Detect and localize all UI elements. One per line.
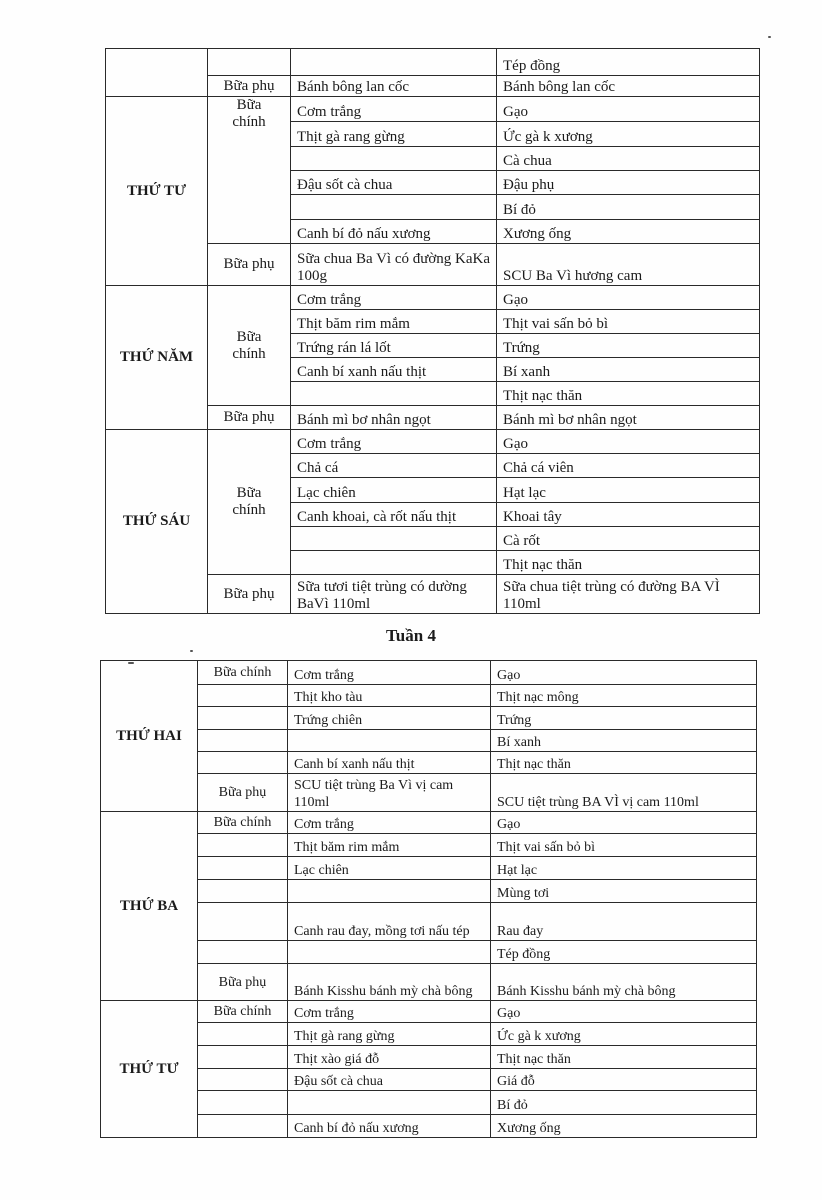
- ingredient-cell: Bí xanh: [497, 358, 760, 382]
- meal-cell: Bữa chính: [198, 1001, 288, 1023]
- table-row: [106, 49, 760, 76]
- dish-cell: SCU tiệt trùng Ba Vì vị cam 110ml: [288, 774, 491, 812]
- meal-cell: [198, 1023, 288, 1046]
- dish-cell: Thịt băm rim mắm: [291, 310, 497, 334]
- dish-cell: [288, 941, 491, 964]
- meal-cell: Bữa chính: [198, 661, 288, 685]
- ingredient-cell: Gạo: [491, 1001, 757, 1023]
- dish-cell: Canh khoai, cà rốt nấu thịt: [291, 503, 497, 527]
- ingredient-cell: Giá đỗ: [491, 1069, 757, 1091]
- ingredient-cell: Xương ống: [497, 220, 760, 244]
- meal-cell: [198, 1046, 288, 1069]
- day-label: THỨ NĂM: [106, 286, 208, 430]
- table-row: [101, 834, 757, 857]
- meal-label: Bữa chính: [208, 286, 291, 406]
- meal-cell: Bữa chính: [198, 812, 288, 834]
- dish-cell: Thịt băm rim mắm: [288, 834, 491, 857]
- meal-label: Bữa phụ: [208, 244, 291, 286]
- dish-cell: Cơm trắng: [288, 1001, 491, 1023]
- ingredient-cell: Ức gà k xương: [491, 1023, 757, 1046]
- meal-cell: Bữa phụ: [198, 964, 288, 1001]
- day-cell: [106, 49, 208, 97]
- dish-cell: Cơm trắng: [291, 430, 497, 454]
- dish-cell: Thịt gà rang gừng: [288, 1023, 491, 1046]
- table-row: [106, 430, 760, 454]
- table-row: [106, 286, 760, 310]
- dish-cell: Canh bí xanh nấu thịt: [291, 358, 497, 382]
- meal-cell: [198, 707, 288, 730]
- dish-cell: Sữa chua Ba Vì có đường KaKa 100g: [291, 244, 497, 286]
- day-label: THỨ TƯ: [106, 97, 208, 286]
- table-row: [101, 1069, 757, 1091]
- dish-cell: [288, 730, 491, 752]
- meal-cell: [198, 685, 288, 707]
- ingredient-cell: Gạo: [497, 430, 760, 454]
- dish-cell: Trứng rán lá lốt: [291, 334, 497, 358]
- table-row: [101, 903, 757, 941]
- meal-label: Bữa phụ: [208, 406, 291, 430]
- dish-cell: Bánh bông lan cốc: [291, 76, 497, 97]
- table-row: [101, 964, 757, 1001]
- dish-cell: Canh bí đỏ nấu xương: [288, 1115, 491, 1138]
- table-row: [101, 1023, 757, 1046]
- meal-label: Bữa chính: [208, 97, 291, 244]
- dish-cell: Cơm trắng: [288, 812, 491, 834]
- dish-cell: Canh bí xanh nấu thịt: [288, 752, 491, 774]
- meal-cell: [198, 730, 288, 752]
- day-label: THỨ HAI: [101, 661, 198, 812]
- table-row: [101, 941, 757, 964]
- day-label: THỨ TƯ: [101, 1001, 198, 1138]
- table-row: [101, 685, 757, 707]
- dish-cell: Canh bí đỏ nấu xương: [291, 220, 497, 244]
- ingredient-cell: Thịt nạc thăn: [491, 752, 757, 774]
- dish-cell: Thịt gà rang gừng: [291, 122, 497, 147]
- ingredient-cell: Cà rốt: [497, 527, 760, 551]
- ingredient-cell: Thịt nạc mông: [491, 685, 757, 707]
- table-row: [101, 857, 757, 880]
- meal-cell: [198, 1069, 288, 1091]
- dish-cell: Trứng chiên: [288, 707, 491, 730]
- ingredient-cell: Chả cá viên: [497, 454, 760, 478]
- week-4-title: Tuần 4: [386, 626, 436, 645]
- dish-cell: Bánh Kisshu bánh mỳ chà bông: [288, 964, 491, 1001]
- scan-speck: [768, 36, 771, 38]
- dish-cell: Đậu sốt cà chua: [291, 171, 497, 195]
- dish-cell: Đậu sốt cà chua: [288, 1069, 491, 1091]
- ingredient-cell: Ức gà k xương: [497, 122, 760, 147]
- dish-cell: Thịt kho tàu: [288, 685, 491, 707]
- dish-cell: [288, 880, 491, 903]
- table-row: [101, 1115, 757, 1138]
- ingredient-cell: SCU Ba Vì hương cam: [497, 244, 760, 286]
- ingredient-cell: Bánh Kisshu bánh mỳ chà bông: [491, 964, 757, 1001]
- dish-cell: Cơm trắng: [291, 286, 497, 310]
- meal-cell: [198, 1091, 288, 1115]
- dish-cell: Cơm trắng: [291, 97, 497, 122]
- ingredient-cell: Bánh mì bơ nhân ngọt: [497, 406, 760, 430]
- table-row: [101, 1091, 757, 1115]
- ingredient-cell: Cà chua: [497, 147, 760, 171]
- ingredient-cell: Thịt nạc thăn: [497, 551, 760, 575]
- ingredient-cell: Thịt vai sấn bỏ bì: [497, 310, 760, 334]
- dish-cell: [291, 147, 497, 171]
- week4-menu-table: [100, 660, 757, 1138]
- dish-cell: [291, 527, 497, 551]
- meal-cell: [198, 1115, 288, 1138]
- dish-cell: Sữa tươi tiệt trùng có dường BaVì 110ml: [291, 575, 497, 614]
- ingredient-cell: Gạo: [497, 97, 760, 122]
- scan-speck: [190, 650, 193, 652]
- ingredient-cell: Hạt lạc: [491, 857, 757, 880]
- ingredient-cell: Gạo: [491, 812, 757, 834]
- ingredient-cell: Gạo: [497, 286, 760, 310]
- meal-cell: [198, 903, 288, 941]
- meal-label: Bữa chính: [208, 430, 291, 575]
- table-row: [101, 707, 757, 730]
- ingredient-cell: Thịt nạc thăn: [497, 382, 760, 406]
- ingredient-cell: Bí đỏ: [497, 195, 760, 220]
- dish-cell: Thịt xào giá đỗ: [288, 1046, 491, 1069]
- meal-cell: [198, 752, 288, 774]
- table-row: [101, 730, 757, 752]
- ingredient-cell: Mùng tơi: [491, 880, 757, 903]
- table-row: [101, 880, 757, 903]
- day-label: THỨ BA: [101, 812, 198, 1001]
- meal-cell: Bữa phụ: [198, 774, 288, 812]
- table-row: [101, 752, 757, 774]
- table-row: [101, 812, 757, 834]
- week3-menu-table: [105, 48, 760, 614]
- ingredient-cell: Sữa chua tiệt trùng có đường BA VÌ 110ml: [497, 575, 760, 614]
- dish-cell: [291, 382, 497, 406]
- meal-cell: [198, 834, 288, 857]
- ingredient-cell: Thịt nạc thăn: [491, 1046, 757, 1069]
- dish-cell: [291, 551, 497, 575]
- meal-cell: Bữa phụ: [208, 76, 291, 97]
- scan-speck: [128, 662, 134, 664]
- ingredient-cell: Đậu phụ: [497, 171, 760, 195]
- ingredient-cell: Hạt lạc: [497, 478, 760, 503]
- day-label: THỨ SÁU: [106, 430, 208, 614]
- ingredient-cell: Khoai tây: [497, 503, 760, 527]
- table-row: [106, 97, 760, 122]
- table-row: [101, 1046, 757, 1069]
- dish-cell: Lạc chiên: [288, 857, 491, 880]
- table-row: [101, 774, 757, 812]
- dish-cell: Canh rau đay, mồng tơi nấu tép: [288, 903, 491, 941]
- ingredient-cell: Bí đỏ: [491, 1091, 757, 1115]
- table-row: [101, 1001, 757, 1023]
- dish-cell: [291, 195, 497, 220]
- ingredient-cell: Gạo: [491, 661, 757, 685]
- ingredient-cell: Bí xanh: [491, 730, 757, 752]
- ingredient-cell: Tép đồng: [491, 941, 757, 964]
- ingredient-cell: Thịt vai sấn bỏ bì: [491, 834, 757, 857]
- ingredient-cell: Trứng: [491, 707, 757, 730]
- meal-cell: [198, 857, 288, 880]
- ingredient-cell: SCU tiệt trùng BA VÌ vị cam 110ml: [491, 774, 757, 812]
- ingredient-cell: Tép đồng: [497, 49, 760, 76]
- dish-cell: Lạc chiên: [291, 478, 497, 503]
- meal-label: Bữa phụ: [208, 575, 291, 614]
- ingredient-cell: Xương ống: [491, 1115, 757, 1138]
- meal-cell: [198, 880, 288, 903]
- dish-cell: Chả cá: [291, 454, 497, 478]
- ingredient-cell: Rau đay: [491, 903, 757, 941]
- dish-cell: [291, 49, 497, 76]
- meal-cell: [198, 941, 288, 964]
- dish-cell: Bánh mì bơ nhân ngọt: [291, 406, 497, 430]
- ingredient-cell: Trứng: [497, 334, 760, 358]
- ingredient-cell: Bánh bông lan cốc: [497, 76, 760, 97]
- dish-cell: [288, 1091, 491, 1115]
- table-row: [101, 661, 757, 685]
- meal-cell: [208, 49, 291, 76]
- dish-cell: Cơm trắng: [288, 661, 491, 685]
